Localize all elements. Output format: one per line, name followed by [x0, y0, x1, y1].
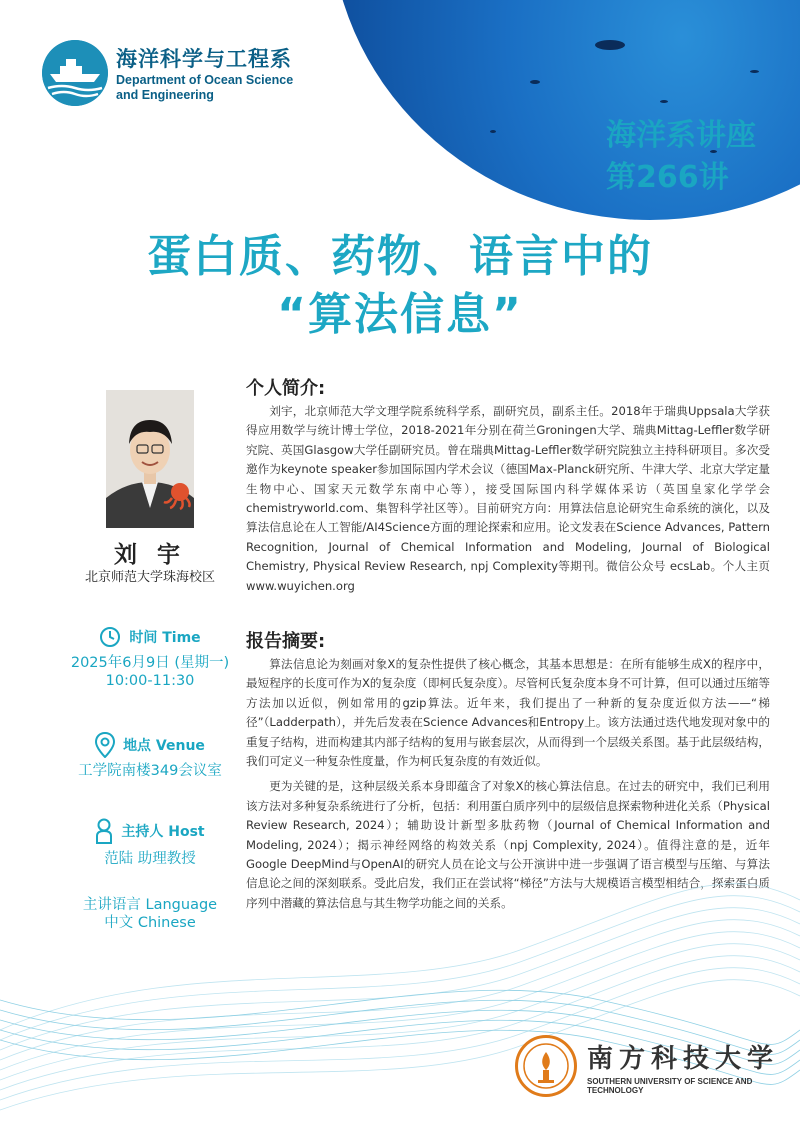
lecture-series — [606, 115, 756, 199]
fish-decoration — [660, 100, 668, 103]
language-value: 中文 Chinese — [104, 915, 196, 931]
host-label: 主持人 Host — [121, 824, 205, 840]
bio-paragraph: 刘宇，北京师范大学文理学院系统科学系，副研究员，副系主任。2018年于瑞典Uppsala大学获得应用数学与统计博士学位，2018-2021年分别在荷兰Groningen大学、瑞典Mittag-Leffler数学研究院、英国Glasgow大学任副研究员。曾在瑞典Mittag-Leffler数学研究院独立主持科研项目。多次受邀作为keynote speaker参加国际国内学术会议（德国Max-Planck研究所、牛津大学、北京大学定量生物中心、国家天元数学东南中心等），接受国际国内科学媒体采访（英国皇家化学学会chemistryworld.com、集智科学社区等）。目前研究方向：用算法信息论研究生命系统的演化，以及算法信息论在人工智能/AI4Science方面的理论探索和应用。论文发表在Science Advances, Pattern Recognition, Journal of Chemical Information and Modeling, Journal of Biological Chemistry, Physical Review Research, npj Complexity等期刊。微信公众号 ecsLab。个人主页 www.wuyichen.org — [246, 404, 770, 593]
speaker-affiliation: 北京师范大学珠海校区 — [84, 570, 215, 585]
series-line-1: 海洋系讲座 — [606, 118, 756, 153]
series-line-2: 第266讲 — [606, 160, 729, 195]
university-seal-icon — [515, 1035, 577, 1097]
language-label: 主讲语言 Language — [82, 897, 218, 913]
university-logo — [515, 1035, 800, 1097]
bio-heading: 个人简介: — [246, 378, 326, 399]
title-line-2: “算法信息” — [277, 289, 523, 340]
bio-text — [246, 402, 770, 596]
university-name-cn: 南方科技大学 — [587, 1043, 780, 1074]
university-name-en: SOUTHERN UNIVERSITY OF SCIENCE AND TECHNOLOGY — [587, 1076, 753, 1095]
time-date: 2025年6月9日 (星期一) — [70, 655, 230, 671]
venue-label: 地点 Venue — [123, 738, 205, 754]
speaker-photo — [106, 390, 194, 528]
fish-decoration — [750, 70, 759, 73]
ship-icon — [42, 40, 108, 106]
dept-name-en-2: and Engineering — [116, 88, 214, 102]
fish-decoration — [530, 80, 540, 84]
fish-decoration — [490, 130, 496, 133]
lecture-title — [0, 228, 800, 344]
fish-decoration — [595, 40, 625, 50]
clock-icon — [99, 626, 121, 648]
abstract-paragraph-1: 算法信息论为刻画对象X的复杂性提供了核心概念，其基本思想是：在所有能够生成X的程序中，最短程序的长度可作为X的复杂度（即柯氏复杂度）。尽管柯氏复杂度本身不可计算，但可以通过压缩等方法加以近似，例如常用的gzip算法。近年来，我们提出了一种新的复杂度近似方法——“梯径”（Ladderpath），并先后发表在Science Advances和Entropy上。该方法通过迭代地发现对象中的重复子结构，进而构建其内部子结构的复用与嵌套层次，从而得到一个层级关系图。基于此层级结构，我们可定义一种复杂性度量，作为柯氏复杂度的有效近似。 — [246, 657, 770, 769]
time-hours: 10:00-11:30 — [105, 673, 195, 689]
dept-name-en: Department of Ocean Science — [116, 73, 294, 87]
venue-value: 工学院南楼349会议室 — [78, 763, 222, 779]
dept-name-cn: 海洋科学与工程系 — [116, 47, 292, 71]
title-line-1: 蛋白质、药物、语言中的 — [147, 231, 653, 282]
department-logo — [42, 40, 293, 106]
time-label: 时间 Time — [129, 630, 201, 646]
abstract-heading: 报告摘要: — [246, 631, 326, 652]
host-value: 范陆 助理教授 — [104, 851, 196, 867]
abstract-paragraph-2: 更为关键的是，这种层级关系本身即蕴含了对象X的核心算法信息。在过去的研究中，我们已利用该方法对多种复杂系统进行了分析，包括：利用蛋白质序列中的层级信息探索物种进化关系（Physical Review Research, 2024）；辅助设计新型多肽药物（Journal of Chemical Information and Modeling, 2024）；揭示神经网络的构效关系（npj Complexity, 2024）。值得注意的是，近年Google DeepMind与OpenAI的研究人员在论文与公开演讲中进一步强调了语言模型与压缩、与算法信息论之间的深刻联系。受此启发，我们正在尝试将“梯径”方法与大规模语言模型相结合，探索蛋白质序列中潜藏的算法信息与其生物学功能之间的关系。 — [246, 779, 770, 910]
speaker-name: 刘 宇 — [113, 542, 186, 568]
